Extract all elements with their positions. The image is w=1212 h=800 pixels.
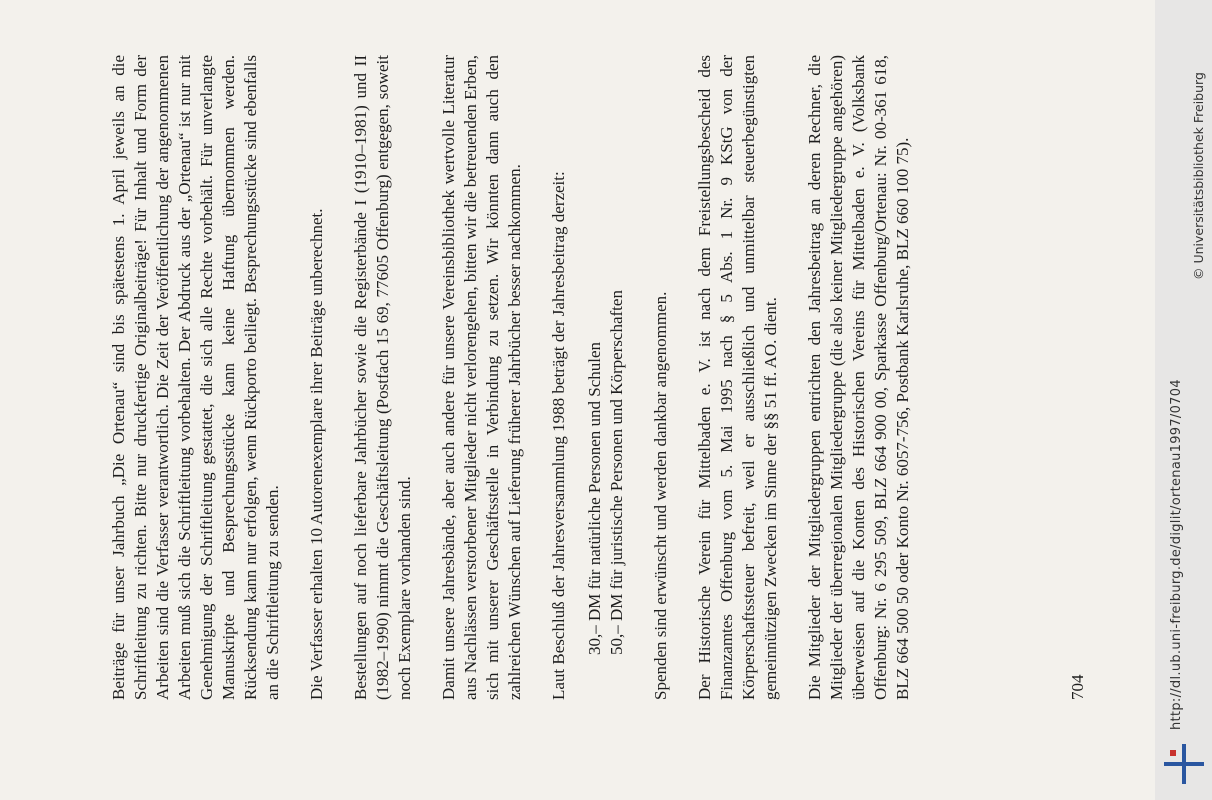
library-sidebar xyxy=(1155,0,1212,800)
fee-legal-persons: 50,– DM für juristische Personen und Körperschaften xyxy=(607,290,626,655)
fee-natural-persons: 30,– DM für natürliche Personen und Schulen xyxy=(585,341,604,655)
paragraph-bank-accounts: Die Mitglieder der Mitgliedergruppen entrichten den Jahresbeitrag an deren Rechner, die Mitglieder der überregionalen Mitgliedergruppe (die also keiner Mitgliedergruppe angehören) überweisen auf die Konten des Historischen Vereins für Mittelbaden e. V. (Volksbank Offenburg: Nr. 6 295 509, BLZ 664 900 00, Sparkasse Offenburg/Ortenau: Nr. 00-361 618, BLZ 664 500 50 oder Konto Nr. 6057-756, Postbank Karlsruhe, BLZ 660 100 75). xyxy=(805,55,912,700)
sidebar-rotated xyxy=(1155,0,1212,800)
paragraph-annual-fee: Laut Beschluß der Jahresversammlung 1988 beträgt der Jahresbeitrag derzeit: xyxy=(549,171,568,700)
text-column xyxy=(108,55,914,700)
paragraph-tax-exemption: Der Historische Verein für Mittelbaden e. V. ist nach dem Freistellungsbescheid des Finanzamtes Offenburg vom 5. Mai 1995 nach § 5 Abs. 1 Nr. 9 KStG von der Körperschaftssteuer befreit, weil er ausschließlich und unmittelbar steuerbegünstigten gemeinnützigen Zwecken im Sinne der §§ 51 ff. AO. dient. xyxy=(695,55,780,700)
paragraph-donations: Spenden sind erwünscht und werden dankbar angenommen. xyxy=(651,291,670,700)
paragraph-submission-rules: Beiträge für unser Jahrbuch „Die Ortenau“ sind bis spätestens 1. April jeweils an die Schriftleitung zu richten. Bitte nur druckfertige Originalbeiträge! Für Inhalt und Form der Arbeiten sind die Verfasser verantwortlich. Die Zeit der Veröffentlichung der angenommenen Arbeiten muß sich die Schriftleitung vorbehalten. Der Abdruck aus der „Ortenau“ ist nur mit Genehmigung der Schriftleitung gestattet, die sich alle Rechte vorbehält. Für unverlangte Manuskripte und Besprechungsstücke kann keine Haftung übernommen werden. Rücksendung kann nur erfolgen, wenn Rückporto beiliegt. Besprechungsstücke sind ebenfalls an die Schriftleitung zu senden. xyxy=(109,55,282,700)
copyright-notice: © Universitätsbibliothek Freiburg xyxy=(1191,72,1206,280)
library-logo-icon xyxy=(1164,744,1204,784)
permalink-url[interactable]: http://dl.ub.uni-freiburg.de/diglit/ortenau1997/0704 xyxy=(1169,379,1184,730)
paragraph-author-copies: Die Verfasser erhalten 10 Autorenexemplare ihrer Beiträge unberechnet. xyxy=(307,208,326,700)
page-number: 704 xyxy=(1068,674,1087,700)
paragraph-orders: Bestellungen auf noch lieferbare Jahrbücher sowie die Registerbände I (1910–1981) und II (1982–1990) nimmt die Geschäftsleitung (Postfach 15 69, 77605 Offenburg) entgegen, soweit noch Exemplare vorhanden sind. xyxy=(351,55,414,700)
paragraph-library: Damit unsere Jahresbände, aber auch andere für unsere Vereinsbibliothek wertvolle Literatur aus Nachlässen verstorbener Mitglieder nicht verlorengehen, bitten wir die betreuenden Erben, sich mit unserer Geschäftsstelle in Verbindung zu setzen. Wir könnten dann auch den zahlreichen Wünschen auf Lieferung früherer Jahrbücher besser nachkommen. xyxy=(439,55,524,700)
